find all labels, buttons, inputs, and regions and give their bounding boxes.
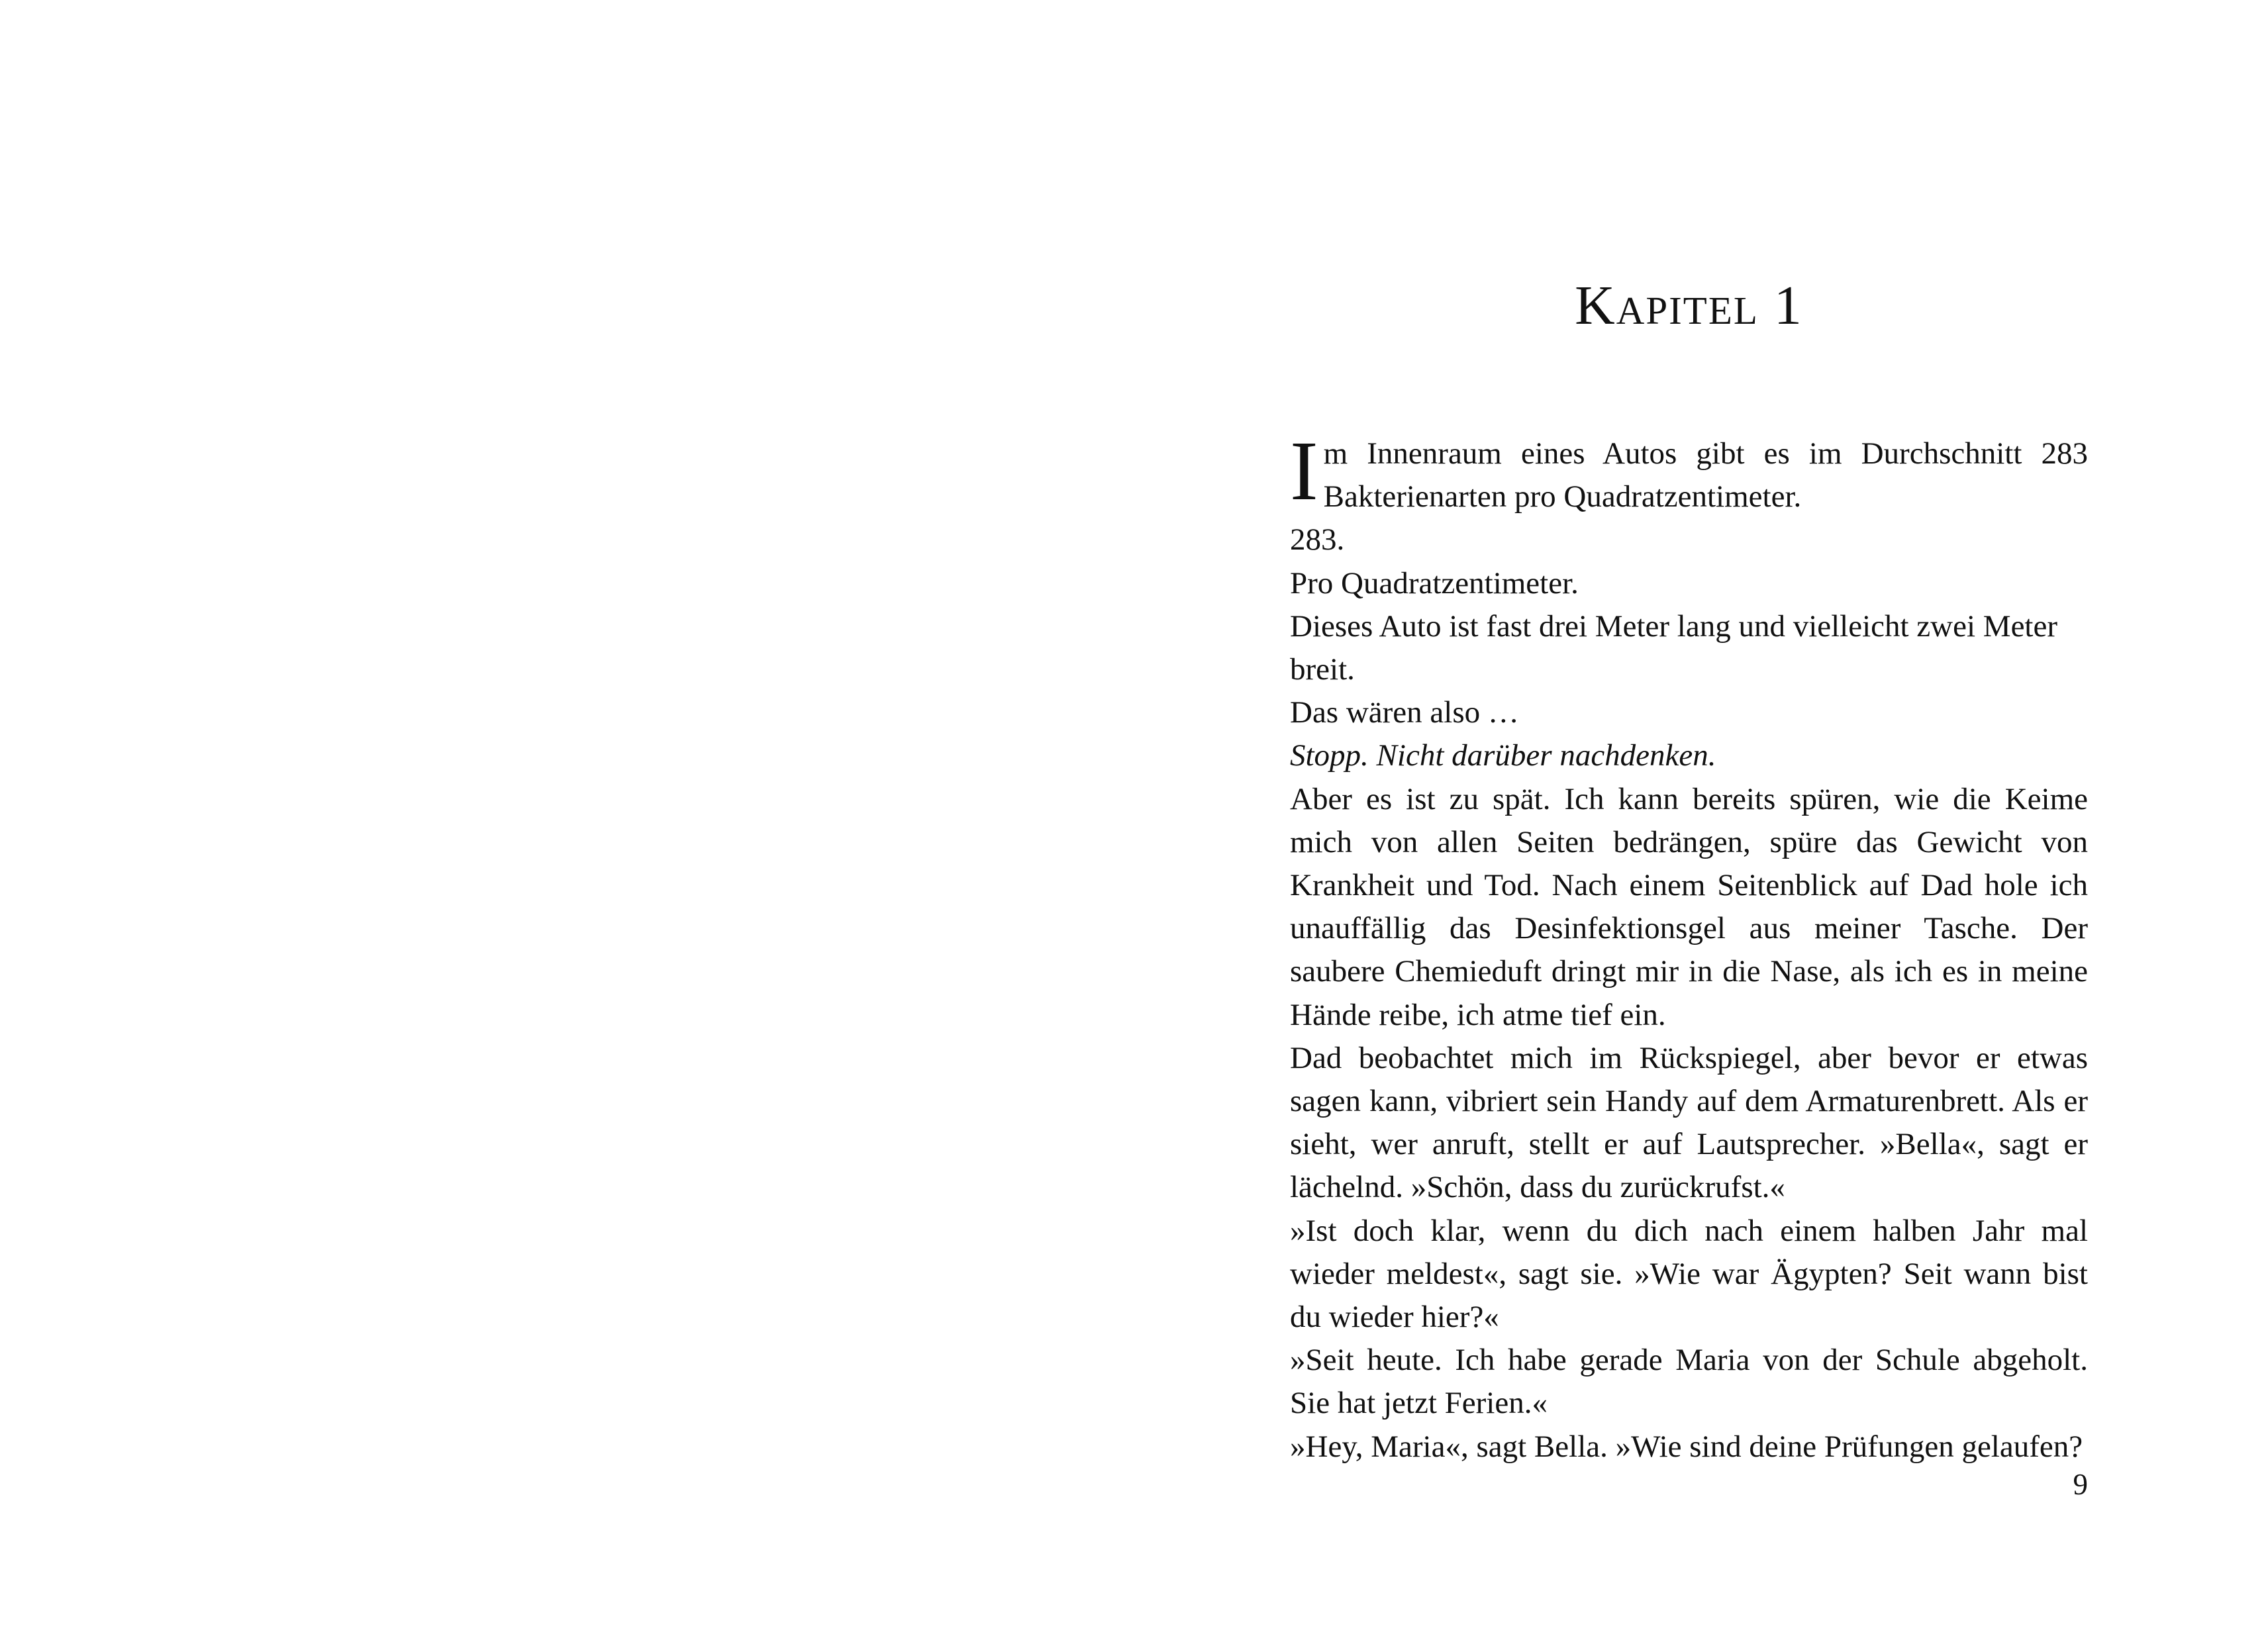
page-number: 9: [2073, 1468, 2088, 1501]
paragraph: Dad beobachtet mich im Rückspiegel, aber bevor er etwas sagen kann, vibriert sein Handy auf dem Armaturenbrett. Als er sieht, wer anruft, stellt er auf Lautsprecher. »Bella«, sagt er lächelnd. »Schön, dass du zurückrufst.«: [1290, 1040, 2088, 1205]
paragraph-opening: [1290, 424, 2088, 518]
paragraph: Dieses Auto ist fast drei Meter lang und vielleicht zwei Meter breit.: [1290, 608, 2058, 687]
paragraph: »Seit heute. Ich habe gerade Maria von der Schule abgeholt. Sie hat jetzt Ferien.«: [1290, 1343, 2088, 1421]
paragraph-italic-thought: Stopp. Nicht darüber nachdenken.: [1290, 738, 1716, 773]
paragraph: Pro Quadratzentimeter.: [1290, 565, 1579, 601]
paragraph: »Hey, Maria«, sagt Bella. »Wie sind deine Prüfungen gelaufen?: [1290, 1429, 2083, 1464]
chapter-title: Kapitel 1: [1575, 275, 1803, 336]
drop-cap: I: [1290, 424, 1318, 518]
paragraph: Aber es ist zu spät. Ich kann bereits spüren, wie die Keime mich von allen Seiten bedrängen, spüre das Gewicht von Krankheit und Tod. Nach einem Seitenblick auf Dad hole ich unauffällig das Desinfektionsgel aus meiner Tasche. Der saubere Chemieduft dringt mir in die Nase, als ich es in meine Hände reibe, ich atme tief ein.: [1290, 781, 2088, 1032]
paragraph: 283.: [1290, 522, 1345, 557]
opening-text: m Innenraum eines Autos gibt es im Durchschnitt 283 Bakterienarten pro Quadratzentimeter.: [1323, 436, 2088, 514]
paragraph: Das wären also …: [1290, 695, 1519, 730]
body-text: [1290, 424, 2088, 1469]
paragraph: »Ist doch klar, wenn du dich nach einem halben Jahr mal wieder meldest«, sagt sie. »Wie war Ägypten? Seit wann bist du wieder hier?«: [1290, 1213, 2088, 1335]
